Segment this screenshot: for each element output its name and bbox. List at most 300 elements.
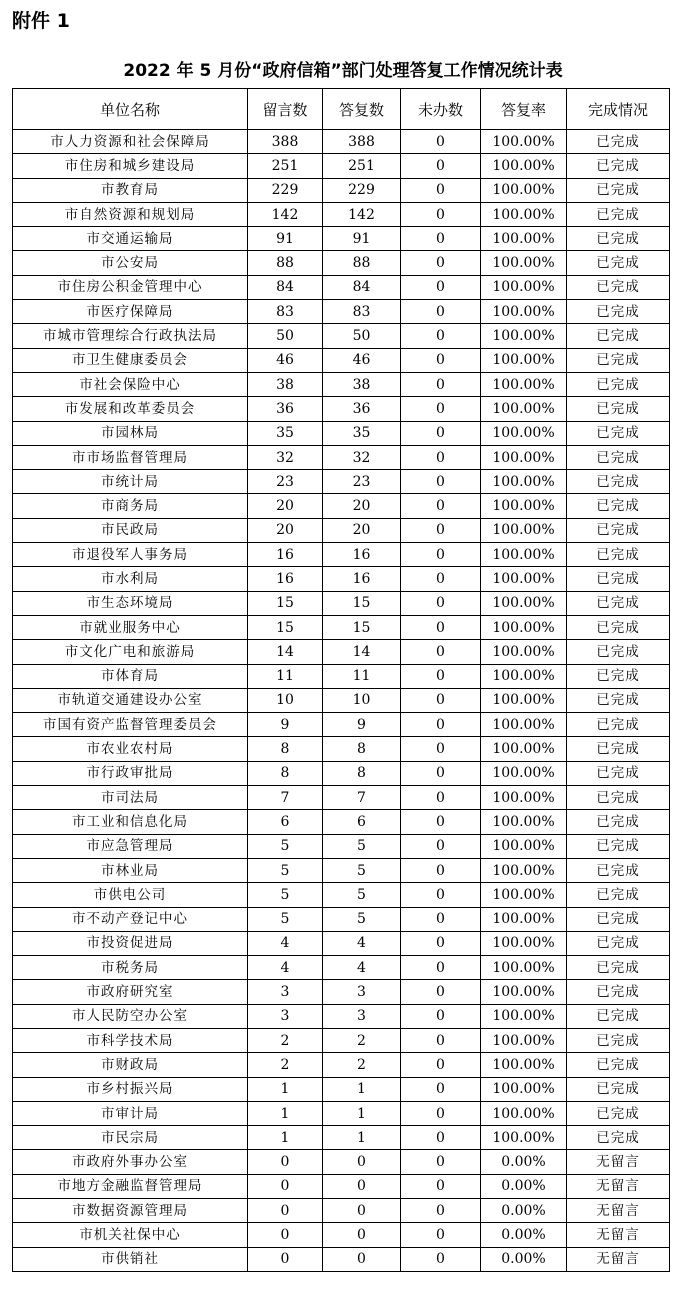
replies-cell: 0 (323, 1223, 401, 1247)
reply-rate-cell: 100.00% (481, 1028, 567, 1052)
unit-name-cell: 市国有资产监督管理委员会 (13, 713, 248, 737)
unit-name-cell: 市数据资源管理局 (13, 1199, 248, 1223)
table-row (13, 1174, 670, 1198)
completion-cell: 已完成 (567, 1101, 670, 1125)
table-row (13, 130, 670, 154)
unit-name-cell: 市住房公积金管理中心 (13, 275, 248, 299)
reply-rate-cell: 100.00% (481, 445, 567, 469)
table-row (13, 1028, 670, 1052)
pending-cell: 0 (401, 956, 481, 980)
unit-name-cell: 市教育局 (13, 178, 248, 202)
pending-cell: 0 (401, 834, 481, 858)
table-row (13, 178, 670, 202)
reply-rate-cell: 100.00% (481, 615, 567, 639)
replies-cell: 14 (323, 640, 401, 664)
reply-rate-cell: 100.00% (481, 737, 567, 761)
table-header-row (13, 89, 670, 130)
unit-name-cell: 市公安局 (13, 251, 248, 275)
messages-cell: 0 (248, 1150, 323, 1174)
messages-cell: 88 (248, 251, 323, 275)
reply-rate-cell: 100.00% (481, 980, 567, 1004)
pending-cell: 0 (401, 1028, 481, 1052)
messages-cell: 20 (248, 494, 323, 518)
table-row (13, 664, 670, 688)
reply-rate-cell: 100.00% (481, 567, 567, 591)
header-unit-name: 单位名称 (13, 89, 248, 130)
table-row (13, 931, 670, 955)
unit-name-cell: 市审计局 (13, 1101, 248, 1125)
replies-cell: 83 (323, 300, 401, 324)
reply-rate-cell: 100.00% (481, 761, 567, 785)
pending-cell: 0 (401, 1174, 481, 1198)
messages-cell: 15 (248, 615, 323, 639)
completion-cell: 已完成 (567, 713, 670, 737)
unit-name-cell: 市统计局 (13, 470, 248, 494)
replies-cell: 23 (323, 470, 401, 494)
reply-rate-cell: 100.00% (481, 591, 567, 615)
completion-cell: 已完成 (567, 397, 670, 421)
messages-cell: 6 (248, 810, 323, 834)
unit-name-cell: 市文化广电和旅游局 (13, 640, 248, 664)
reply-rate-cell: 100.00% (481, 543, 567, 567)
pending-cell: 0 (401, 615, 481, 639)
pending-cell: 0 (401, 275, 481, 299)
unit-name-cell: 市水利局 (13, 567, 248, 591)
pending-cell: 0 (401, 907, 481, 931)
unit-name-cell: 市农业农村局 (13, 737, 248, 761)
completion-cell: 已完成 (567, 567, 670, 591)
messages-cell: 14 (248, 640, 323, 664)
replies-cell: 0 (323, 1150, 401, 1174)
table-row (13, 1223, 670, 1247)
unit-name-cell: 市医疗保障局 (13, 300, 248, 324)
completion-cell: 已完成 (567, 421, 670, 445)
replies-cell: 6 (323, 810, 401, 834)
reply-rate-cell: 100.00% (481, 1004, 567, 1028)
messages-cell: 229 (248, 178, 323, 202)
unit-name-cell: 市司法局 (13, 786, 248, 810)
replies-cell: 10 (323, 688, 401, 712)
reply-rate-cell: 100.00% (481, 786, 567, 810)
pending-cell: 0 (401, 713, 481, 737)
pending-cell: 0 (401, 494, 481, 518)
replies-cell: 5 (323, 858, 401, 882)
completion-cell: 已完成 (567, 372, 670, 396)
reply-rate-cell: 100.00% (481, 348, 567, 372)
replies-cell: 4 (323, 956, 401, 980)
pending-cell: 0 (401, 664, 481, 688)
stats-table (12, 88, 670, 1272)
header-pending: 未办数 (401, 89, 481, 130)
messages-cell: 9 (248, 713, 323, 737)
replies-cell: 38 (323, 372, 401, 396)
replies-cell: 2 (323, 1028, 401, 1052)
completion-cell: 已完成 (567, 810, 670, 834)
pending-cell: 0 (401, 931, 481, 955)
messages-cell: 142 (248, 202, 323, 226)
completion-cell: 已完成 (567, 324, 670, 348)
messages-cell: 388 (248, 130, 323, 154)
unit-name-cell: 市财政局 (13, 1053, 248, 1077)
replies-cell: 36 (323, 397, 401, 421)
reply-rate-cell: 100.00% (481, 1126, 567, 1150)
messages-cell: 84 (248, 275, 323, 299)
messages-cell: 2 (248, 1028, 323, 1052)
replies-cell: 2 (323, 1053, 401, 1077)
completion-cell: 无留言 (567, 1199, 670, 1223)
messages-cell: 15 (248, 591, 323, 615)
reply-rate-cell: 100.00% (481, 372, 567, 396)
table-row (13, 1150, 670, 1174)
reply-rate-cell: 100.00% (481, 518, 567, 542)
pending-cell: 0 (401, 154, 481, 178)
table-row (13, 251, 670, 275)
messages-cell: 50 (248, 324, 323, 348)
replies-cell: 4 (323, 931, 401, 955)
unit-name-cell: 市生态环境局 (13, 591, 248, 615)
table-row (13, 543, 670, 567)
pending-cell: 0 (401, 543, 481, 567)
pending-cell: 0 (401, 421, 481, 445)
unit-name-cell: 市住房和城乡建设局 (13, 154, 248, 178)
pending-cell: 0 (401, 397, 481, 421)
messages-cell: 0 (248, 1223, 323, 1247)
replies-cell: 7 (323, 786, 401, 810)
pending-cell: 0 (401, 1247, 481, 1271)
replies-cell: 16 (323, 543, 401, 567)
completion-cell: 已完成 (567, 202, 670, 226)
messages-cell: 10 (248, 688, 323, 712)
completion-cell: 已完成 (567, 956, 670, 980)
pending-cell: 0 (401, 761, 481, 785)
unit-name-cell: 市乡村振兴局 (13, 1077, 248, 1101)
reply-rate-cell: 100.00% (481, 1077, 567, 1101)
pending-cell: 0 (401, 810, 481, 834)
unit-name-cell: 市民政局 (13, 518, 248, 542)
completion-cell: 已完成 (567, 786, 670, 810)
table-row (13, 300, 670, 324)
table-row (13, 518, 670, 542)
replies-cell: 3 (323, 1004, 401, 1028)
reply-rate-cell: 0.00% (481, 1223, 567, 1247)
messages-cell: 4 (248, 956, 323, 980)
reply-rate-cell: 100.00% (481, 470, 567, 494)
reply-rate-cell: 100.00% (481, 130, 567, 154)
replies-cell: 88 (323, 251, 401, 275)
pending-cell: 0 (401, 227, 481, 251)
unit-name-cell: 市社会保险中心 (13, 372, 248, 396)
completion-cell: 已完成 (567, 615, 670, 639)
table-row (13, 1101, 670, 1125)
pending-cell: 0 (401, 591, 481, 615)
completion-cell: 无留言 (567, 1150, 670, 1174)
completion-cell: 无留言 (567, 1247, 670, 1271)
table-row (13, 445, 670, 469)
pending-cell: 0 (401, 372, 481, 396)
unit-name-cell: 市人民防空办公室 (13, 1004, 248, 1028)
messages-cell: 5 (248, 834, 323, 858)
completion-cell: 已完成 (567, 154, 670, 178)
messages-cell: 0 (248, 1199, 323, 1223)
messages-cell: 3 (248, 980, 323, 1004)
pending-cell: 0 (401, 178, 481, 202)
completion-cell: 已完成 (567, 591, 670, 615)
unit-name-cell: 市园林局 (13, 421, 248, 445)
reply-rate-cell: 100.00% (481, 227, 567, 251)
pending-cell: 0 (401, 786, 481, 810)
reply-rate-cell: 100.00% (481, 251, 567, 275)
table-row (13, 688, 670, 712)
messages-cell: 0 (248, 1247, 323, 1271)
completion-cell: 已完成 (567, 834, 670, 858)
table-row (13, 154, 670, 178)
completion-cell: 已完成 (567, 178, 670, 202)
replies-cell: 20 (323, 494, 401, 518)
table-row (13, 567, 670, 591)
table-row (13, 1004, 670, 1028)
replies-cell: 16 (323, 567, 401, 591)
replies-cell: 20 (323, 518, 401, 542)
messages-cell: 32 (248, 445, 323, 469)
reply-rate-cell: 100.00% (481, 275, 567, 299)
unit-name-cell: 市轨道交通建设办公室 (13, 688, 248, 712)
table-row (13, 470, 670, 494)
reply-rate-cell: 100.00% (481, 178, 567, 202)
replies-cell: 9 (323, 713, 401, 737)
table-row (13, 1247, 670, 1271)
messages-cell: 1 (248, 1077, 323, 1101)
unit-name-cell: 市退役军人事务局 (13, 543, 248, 567)
pending-cell: 0 (401, 348, 481, 372)
messages-cell: 8 (248, 761, 323, 785)
unit-name-cell: 市市场监督管理局 (13, 445, 248, 469)
pending-cell: 0 (401, 518, 481, 542)
pending-cell: 0 (401, 858, 481, 882)
unit-name-cell: 市供销社 (13, 1247, 248, 1271)
unit-name-cell: 市不动产登记中心 (13, 907, 248, 931)
messages-cell: 5 (248, 883, 323, 907)
replies-cell: 0 (323, 1247, 401, 1271)
table-row (13, 858, 670, 882)
messages-cell: 38 (248, 372, 323, 396)
pending-cell: 0 (401, 130, 481, 154)
replies-cell: 91 (323, 227, 401, 251)
table-row (13, 421, 670, 445)
reply-rate-cell: 100.00% (481, 931, 567, 955)
completion-cell: 已完成 (567, 300, 670, 324)
pending-cell: 0 (401, 1077, 481, 1101)
pending-cell: 0 (401, 980, 481, 1004)
pending-cell: 0 (401, 300, 481, 324)
pending-cell: 0 (401, 1004, 481, 1028)
pending-cell: 0 (401, 202, 481, 226)
replies-cell: 3 (323, 980, 401, 1004)
pending-cell: 0 (401, 688, 481, 712)
page-title: 2022 年 5 月份“政府信箱”部门处理答复工作情况统计表 (123, 61, 563, 81)
unit-name-cell: 市民宗局 (13, 1126, 248, 1150)
unit-name-cell: 市政府外事办公室 (13, 1150, 248, 1174)
messages-cell: 5 (248, 858, 323, 882)
table-row (13, 324, 670, 348)
messages-cell: 16 (248, 543, 323, 567)
replies-cell: 8 (323, 737, 401, 761)
table-row (13, 713, 670, 737)
unit-name-cell: 市应急管理局 (13, 834, 248, 858)
messages-cell: 251 (248, 154, 323, 178)
completion-cell: 已完成 (567, 494, 670, 518)
reply-rate-cell: 100.00% (481, 202, 567, 226)
completion-cell: 已完成 (567, 688, 670, 712)
table-row (13, 397, 670, 421)
table-row (13, 591, 670, 615)
table-row (13, 348, 670, 372)
unit-name-cell: 市税务局 (13, 956, 248, 980)
replies-cell: 15 (323, 591, 401, 615)
reply-rate-cell: 0.00% (481, 1199, 567, 1223)
messages-cell: 8 (248, 737, 323, 761)
completion-cell: 已完成 (567, 251, 670, 275)
pending-cell: 0 (401, 1053, 481, 1077)
completion-cell: 无留言 (567, 1174, 670, 1198)
replies-cell: 388 (323, 130, 401, 154)
replies-cell: 5 (323, 834, 401, 858)
table-row (13, 202, 670, 226)
replies-cell: 8 (323, 761, 401, 785)
table-row (13, 907, 670, 931)
messages-cell: 5 (248, 907, 323, 931)
unit-name-cell: 市就业服务中心 (13, 615, 248, 639)
reply-rate-cell: 100.00% (481, 858, 567, 882)
table-row (13, 1199, 670, 1223)
messages-cell: 2 (248, 1053, 323, 1077)
unit-name-cell: 市自然资源和规划局 (13, 202, 248, 226)
completion-cell: 已完成 (567, 1126, 670, 1150)
unit-name-cell: 市地方金融监督管理局 (13, 1174, 248, 1198)
completion-cell: 已完成 (567, 980, 670, 1004)
replies-cell: 0 (323, 1199, 401, 1223)
messages-cell: 83 (248, 300, 323, 324)
completion-cell: 已完成 (567, 470, 670, 494)
unit-name-cell: 市城市管理综合行政执法局 (13, 324, 248, 348)
reply-rate-cell: 0.00% (481, 1150, 567, 1174)
reply-rate-cell: 100.00% (481, 713, 567, 737)
completion-cell: 已完成 (567, 518, 670, 542)
unit-name-cell: 市人力资源和社会保障局 (13, 130, 248, 154)
unit-name-cell: 市投资促进局 (13, 931, 248, 955)
messages-cell: 23 (248, 470, 323, 494)
header-replies: 答复数 (323, 89, 401, 130)
reply-rate-cell: 100.00% (481, 324, 567, 348)
table-row (13, 1126, 670, 1150)
completion-cell: 已完成 (567, 1028, 670, 1052)
reply-rate-cell: 100.00% (481, 956, 567, 980)
table-row (13, 761, 670, 785)
completion-cell: 已完成 (567, 130, 670, 154)
completion-cell: 已完成 (567, 1053, 670, 1077)
reply-rate-cell: 100.00% (481, 421, 567, 445)
completion-cell: 已完成 (567, 761, 670, 785)
replies-cell: 50 (323, 324, 401, 348)
pending-cell: 0 (401, 445, 481, 469)
pending-cell: 0 (401, 640, 481, 664)
reply-rate-cell: 0.00% (481, 1247, 567, 1271)
completion-cell: 已完成 (567, 1077, 670, 1101)
completion-cell: 已完成 (567, 640, 670, 664)
reply-rate-cell: 100.00% (481, 907, 567, 931)
replies-cell: 32 (323, 445, 401, 469)
replies-cell: 251 (323, 154, 401, 178)
reply-rate-cell: 100.00% (481, 810, 567, 834)
unit-name-cell: 市工业和信息化局 (13, 810, 248, 834)
table-row (13, 275, 670, 299)
table-row (13, 1077, 670, 1101)
reply-rate-cell: 100.00% (481, 688, 567, 712)
replies-cell: 1 (323, 1101, 401, 1125)
unit-name-cell: 市商务局 (13, 494, 248, 518)
table-row (13, 372, 670, 396)
reply-rate-cell: 100.00% (481, 834, 567, 858)
completion-cell: 已完成 (567, 1004, 670, 1028)
table-row (13, 227, 670, 251)
completion-cell: 已完成 (567, 907, 670, 931)
reply-rate-cell: 100.00% (481, 883, 567, 907)
replies-cell: 0 (323, 1174, 401, 1198)
table-body (13, 130, 670, 1272)
table-row (13, 883, 670, 907)
table-row (13, 615, 670, 639)
unit-name-cell: 市行政审批局 (13, 761, 248, 785)
pending-cell: 0 (401, 470, 481, 494)
pending-cell: 0 (401, 251, 481, 275)
completion-cell: 已完成 (567, 883, 670, 907)
pending-cell: 0 (401, 1150, 481, 1174)
table-row (13, 786, 670, 810)
messages-cell: 91 (248, 227, 323, 251)
replies-cell: 1 (323, 1126, 401, 1150)
reply-rate-cell: 100.00% (481, 1101, 567, 1125)
completion-cell: 已完成 (567, 543, 670, 567)
unit-name-cell: 市发展和改革委员会 (13, 397, 248, 421)
replies-cell: 46 (323, 348, 401, 372)
attachment-label: 附件 1 (12, 10, 70, 32)
pending-cell: 0 (401, 737, 481, 761)
replies-cell: 35 (323, 421, 401, 445)
replies-cell: 11 (323, 664, 401, 688)
unit-name-cell: 市科学技术局 (13, 1028, 248, 1052)
table-row (13, 810, 670, 834)
unit-name-cell: 市体育局 (13, 664, 248, 688)
completion-cell: 已完成 (567, 445, 670, 469)
reply-rate-cell: 100.00% (481, 397, 567, 421)
completion-cell: 已完成 (567, 737, 670, 761)
pending-cell: 0 (401, 324, 481, 348)
reply-rate-cell: 100.00% (481, 640, 567, 664)
completion-cell: 已完成 (567, 275, 670, 299)
unit-name-cell: 市交通运输局 (13, 227, 248, 251)
replies-cell: 142 (323, 202, 401, 226)
messages-cell: 35 (248, 421, 323, 445)
header-reply-rate: 答复率 (481, 89, 567, 130)
pending-cell: 0 (401, 1199, 481, 1223)
completion-cell: 已完成 (567, 348, 670, 372)
completion-cell: 已完成 (567, 664, 670, 688)
messages-cell: 1 (248, 1126, 323, 1150)
unit-name-cell: 市政府研究室 (13, 980, 248, 1004)
pending-cell: 0 (401, 1223, 481, 1247)
messages-cell: 11 (248, 664, 323, 688)
messages-cell: 20 (248, 518, 323, 542)
completion-cell: 已完成 (567, 227, 670, 251)
